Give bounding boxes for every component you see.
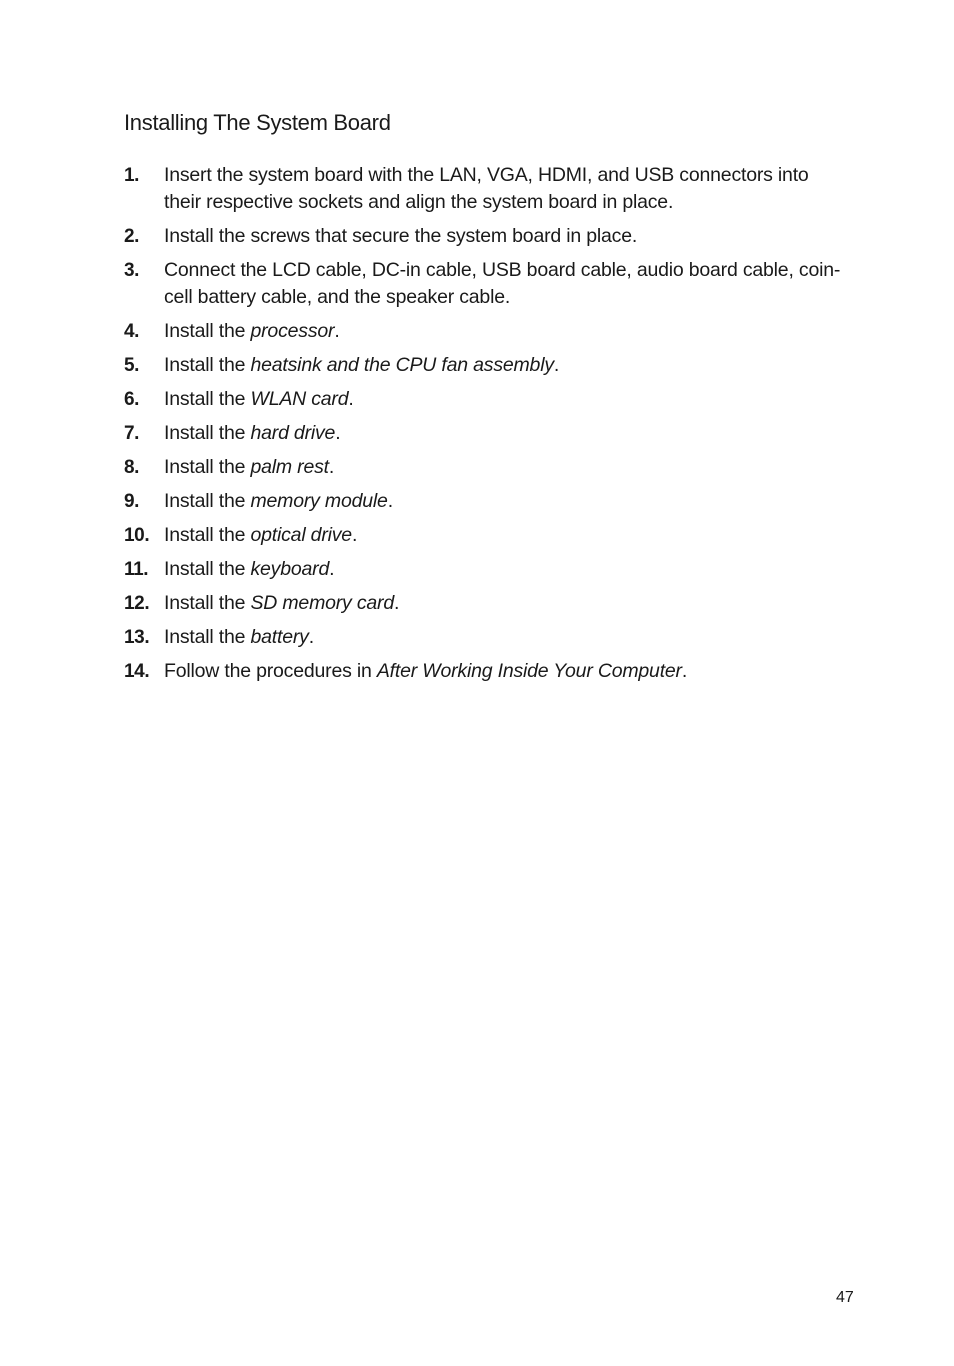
step-number: 9.: [124, 491, 140, 512]
step-number: 1.: [124, 165, 140, 186]
step-text: Install the processor.: [164, 320, 340, 342]
list-item: [124, 257, 844, 311]
list-item: [124, 162, 844, 216]
list-item: [124, 420, 844, 447]
cross-reference-link[interactable]: After Working Inside Your Computer: [376, 660, 682, 682]
step-text: Install the palm rest.: [164, 456, 335, 478]
step-text: Follow the procedures in After Working Inside Your Computer.: [164, 660, 688, 682]
step-text: Install the optical drive.: [164, 524, 358, 546]
cross-reference-link[interactable]: palm rest: [250, 456, 329, 478]
list-item: [124, 352, 844, 379]
cross-reference-link[interactable]: hard drive: [250, 422, 336, 444]
cross-reference-link[interactable]: memory module: [250, 490, 388, 512]
list-item: [124, 590, 844, 617]
cross-reference-link[interactable]: keyboard: [250, 558, 330, 580]
step-text: Install the screws that secure the system board in place.: [164, 225, 638, 247]
step-text: Install the battery.: [164, 626, 314, 648]
list-item: [124, 624, 844, 651]
step-text: Install the SD memory card.: [164, 592, 400, 614]
step-text: Install the heatsink and the CPU fan assembly.: [164, 354, 560, 376]
steps-list: [124, 162, 844, 692]
step-text: Connect the LCD cable, DC-in cable, USB board cable, audio board cable, coin-cell battery cable, and the speaker cable.: [164, 259, 841, 308]
page-number: 47: [836, 1289, 854, 1306]
list-item: [124, 658, 844, 685]
step-number: 10.: [124, 525, 150, 546]
list-item: [124, 318, 844, 345]
step-number: 4.: [124, 321, 140, 342]
step-number: 7.: [124, 423, 140, 444]
step-number: 13.: [124, 627, 150, 648]
step-text: Install the memory module.: [164, 490, 393, 512]
cross-reference-link[interactable]: SD memory card: [250, 592, 394, 614]
step-number: 6.: [124, 389, 140, 410]
cross-reference-link[interactable]: WLAN card: [250, 388, 349, 410]
step-number: 5.: [124, 355, 140, 376]
step-text: Install the WLAN card.: [164, 388, 354, 410]
list-item: [124, 386, 844, 413]
list-item: [124, 454, 844, 481]
step-number: 12.: [124, 593, 150, 614]
step-number: 3.: [124, 260, 140, 281]
step-text: Insert the system board with the LAN, VGA, HDMI, and USB connectors into their respective sockets and align the system board in place.: [164, 164, 809, 213]
list-item: [124, 223, 844, 250]
section-title: Installing The System Board: [124, 110, 391, 135]
step-text: Install the keyboard.: [164, 558, 335, 580]
step-text: Install the hard drive.: [164, 422, 341, 444]
list-item: [124, 488, 844, 515]
cross-reference-link[interactable]: processor: [250, 320, 335, 342]
list-item: [124, 556, 844, 583]
step-number: 2.: [124, 226, 140, 247]
list-item: [124, 522, 844, 549]
cross-reference-link[interactable]: heatsink and the CPU fan assembly: [250, 354, 554, 376]
cross-reference-link[interactable]: battery: [250, 626, 309, 648]
step-number: 14.: [124, 661, 150, 682]
step-number: 8.: [124, 457, 140, 478]
step-number: 11.: [124, 559, 149, 580]
cross-reference-link[interactable]: optical drive: [250, 524, 352, 546]
